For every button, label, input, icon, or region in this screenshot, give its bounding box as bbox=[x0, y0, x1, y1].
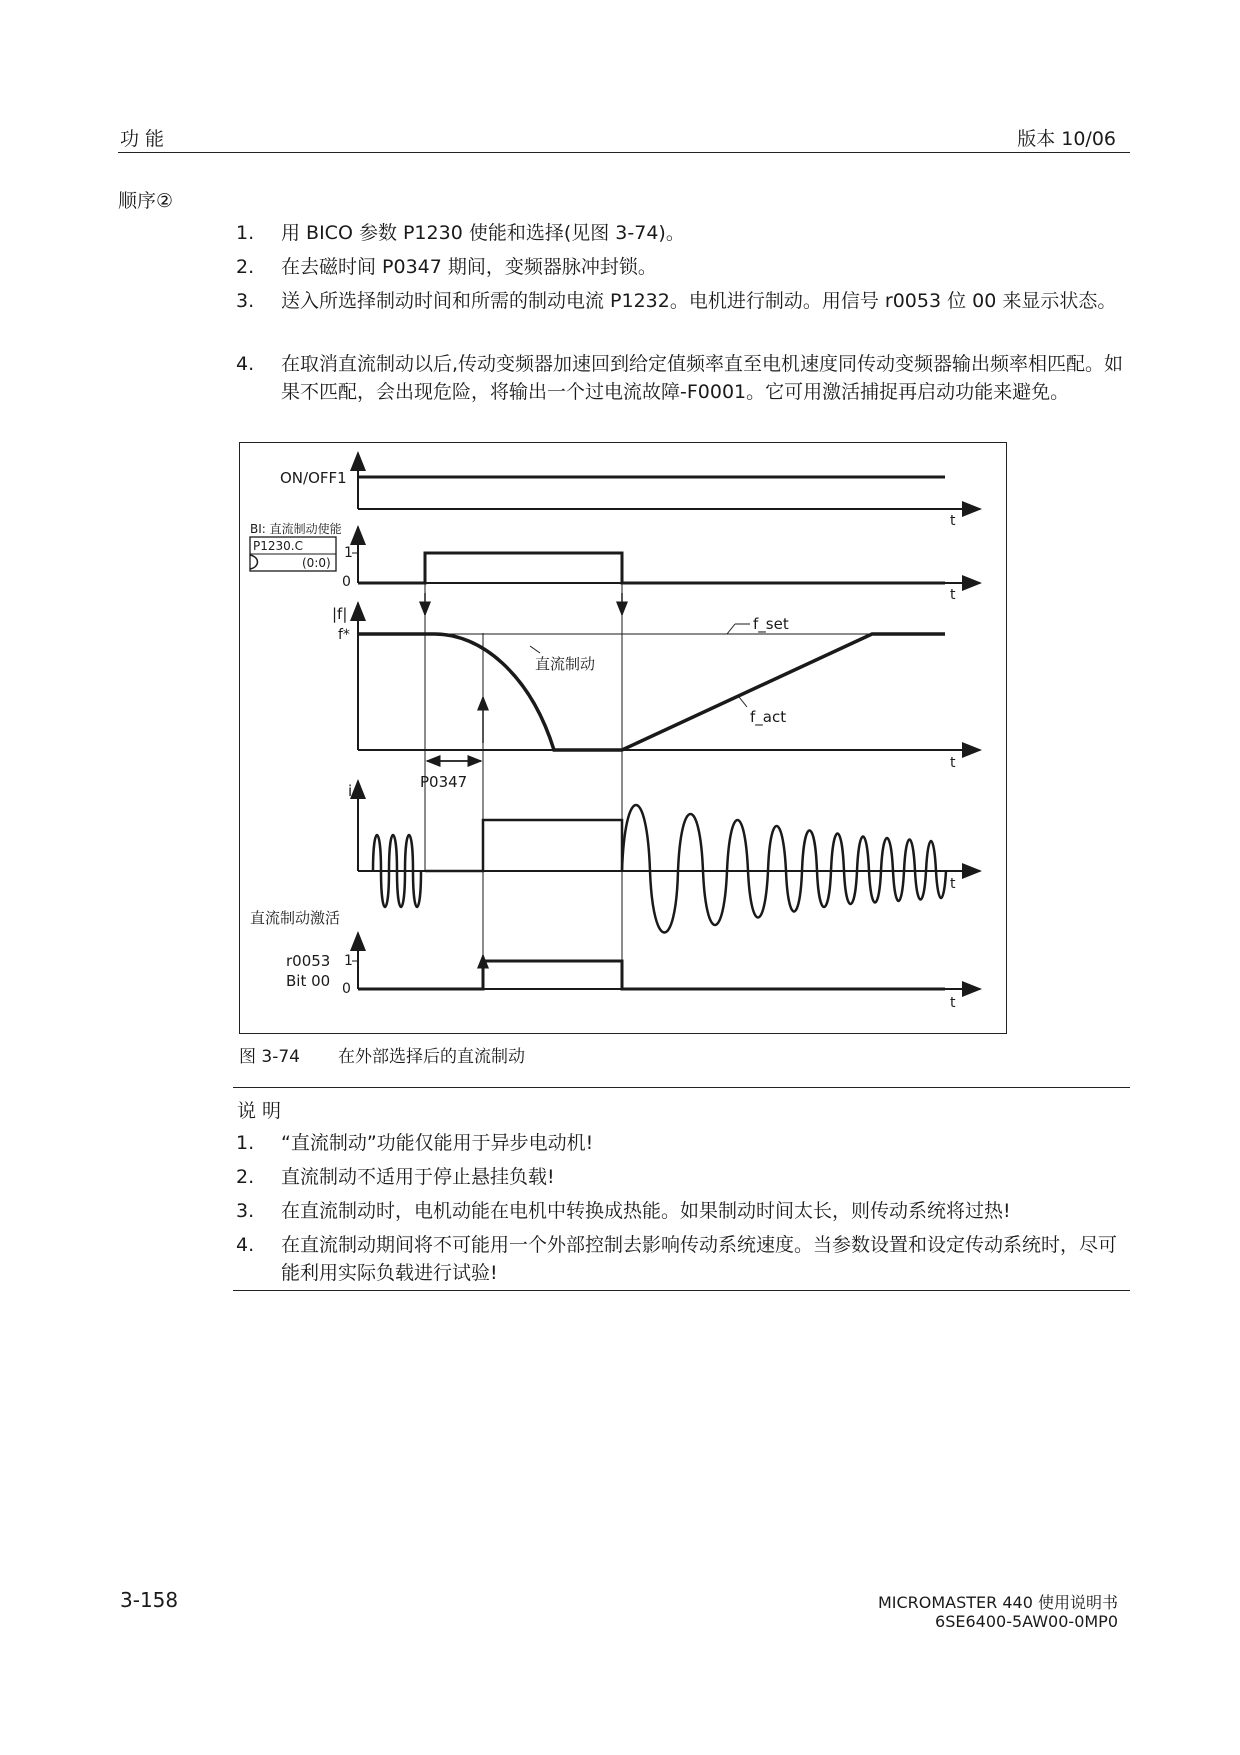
active-pulse bbox=[358, 961, 945, 989]
timing-diagram bbox=[240, 443, 1006, 1033]
step-number: 4. bbox=[236, 353, 255, 375]
label-p1230: P1230.C bbox=[253, 539, 303, 553]
label-level-0: 0 bbox=[342, 574, 351, 590]
label-i-axis: i bbox=[348, 782, 353, 800]
label-bit00: Bit 00 bbox=[286, 972, 331, 990]
figure-number: 图 3-74 bbox=[239, 1047, 300, 1067]
version-label: 版本 10/06 bbox=[1017, 128, 1116, 150]
f-act-curve bbox=[358, 634, 945, 750]
label-r0053: r0053 bbox=[286, 952, 331, 970]
label-t: t bbox=[950, 876, 956, 892]
label-level-1: 1 bbox=[344, 545, 353, 561]
label-f-set: f_set bbox=[753, 615, 789, 633]
label-onoff: ON/OFF1 bbox=[280, 469, 347, 487]
step-text: 用 BICO 参数 P1230 使能和选择(见图 3-74)。 bbox=[281, 222, 685, 244]
label-level-1: 1 bbox=[344, 953, 353, 969]
manual-title: MICROMASTER 440 使用说明书 bbox=[877, 1593, 1118, 1612]
label-p0347: P0347 bbox=[420, 773, 468, 791]
step-number: 1. bbox=[236, 222, 255, 244]
enable-pulse bbox=[358, 553, 945, 583]
notes-bottom-rule bbox=[233, 1290, 1130, 1291]
step-text: 在取消直流制动以后,传动变频器加速回到给定值频率直至电机速度同传动变频器输出频率相匹配。如果不匹配，会出现危险，将输出一个过电流故障-F0001。它可用激活捕捉再启动功能来避免。 bbox=[281, 353, 1124, 403]
label-t: t bbox=[950, 995, 956, 1011]
note-number: 2. bbox=[236, 1166, 255, 1188]
step-number: 2. bbox=[236, 256, 255, 278]
label-t: t bbox=[950, 513, 956, 529]
notes-top-rule bbox=[233, 1087, 1130, 1088]
label-dc-active: 直流制动激活 bbox=[250, 909, 341, 927]
label-bi: BI: 直流制动使能 bbox=[250, 522, 342, 536]
current-ac-post bbox=[622, 805, 946, 933]
timing-diagram-frame bbox=[239, 442, 1007, 1034]
note-number: 3. bbox=[236, 1200, 255, 1222]
label-level-0: 0 bbox=[342, 981, 351, 997]
label-dc-brake: 直流制动 bbox=[535, 655, 596, 673]
note-text: 直流制动不适用于停止悬挂负载! bbox=[281, 1166, 555, 1188]
label-p1230-index: (0:0) bbox=[302, 556, 331, 570]
page-number: 3-158 bbox=[120, 1588, 179, 1612]
note-number: 1. bbox=[236, 1132, 255, 1154]
label-t: t bbox=[950, 755, 956, 771]
header-rule bbox=[118, 152, 1130, 153]
figure-title: 在外部选择后的直流制动 bbox=[338, 1047, 525, 1067]
note-text: “直流制动”功能仅能用于异步电动机! bbox=[281, 1132, 594, 1154]
notes-heading: 说 明 bbox=[237, 1100, 282, 1122]
order-number: 6SE6400-5AW00-0MP0 bbox=[935, 1612, 1118, 1631]
label-f-axis: |f| bbox=[332, 605, 348, 623]
current-ac-pre bbox=[373, 835, 421, 907]
current-dc bbox=[425, 820, 622, 871]
note-text: 在直流制动时，电机动能在电机中转换成热能。如果制动时间太长，则传动系统将过热! bbox=[281, 1200, 1011, 1222]
note-text: 在直流制动期间将不可能用一个外部控制去影响传动系统速度。当参数设置和设定传动系统时，尽可能利用实际负载进行试验! bbox=[281, 1234, 1118, 1284]
label-f-star: f* bbox=[338, 627, 350, 643]
note-number: 4. bbox=[236, 1234, 255, 1256]
step-text: 送入所选择制动时间和所需的制动电流 P1232。电机进行制动。用信号 r0053 位 00 来显示状态。 bbox=[281, 290, 1117, 312]
section-title: 功 能 bbox=[120, 128, 165, 150]
label-f-act: f_act bbox=[750, 708, 787, 726]
step-number: 3. bbox=[236, 290, 255, 312]
step-text: 在去磁时间 P0347 期间，变频器脉冲封锁。 bbox=[281, 256, 657, 278]
sequence-heading: 顺序② bbox=[118, 190, 174, 212]
label-t: t bbox=[950, 587, 956, 603]
